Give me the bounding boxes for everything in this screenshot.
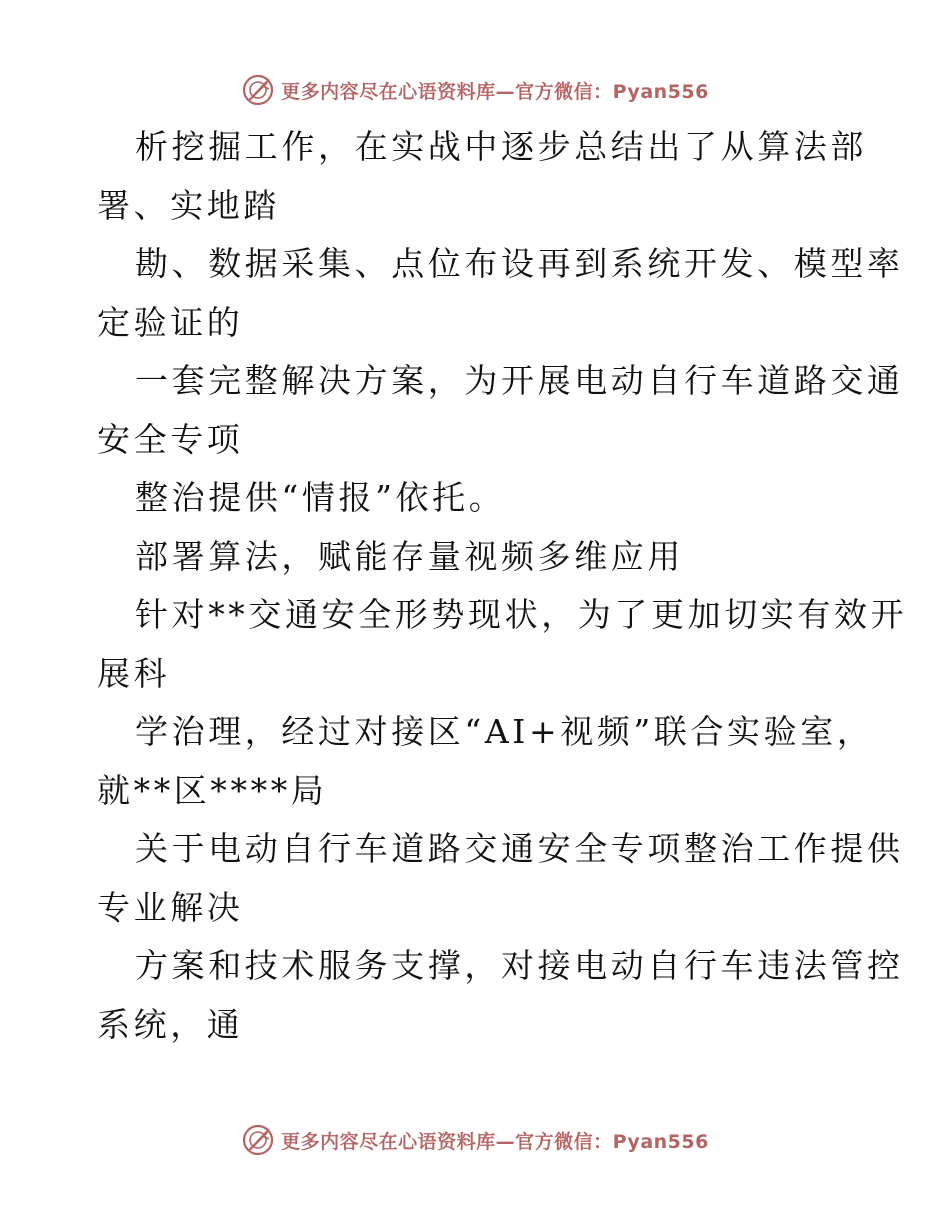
body-line: 安全专项 bbox=[97, 419, 244, 459]
body-line: 针对**交通安全形势现状，为了更加切实有效开 bbox=[135, 595, 908, 634]
footer-watermark-text: 更多内容尽在心语资料库—官方微信：Pyan556 bbox=[281, 1130, 709, 1153]
quill-logo-icon bbox=[241, 1123, 275, 1157]
body-line: 学治理，经过对接区“AI+视频”联合实验室， bbox=[135, 712, 874, 751]
body-line: 部署算法，赋能存量视频多维应用 bbox=[135, 536, 684, 576]
body-line: 方案和技术服务支撑，对接电动自行车违法管控 bbox=[135, 946, 904, 985]
body-line: 析挖掘工作，在实战中逐步总结出了从算法部 bbox=[135, 127, 867, 166]
body-line: 专业解决 bbox=[97, 887, 244, 927]
body-line: 署、实地踏 bbox=[97, 185, 280, 225]
body-line: 就**区****局 bbox=[97, 770, 328, 810]
header-watermark-text: 更多内容尽在心语资料库—官方微信：Pyan556 bbox=[281, 80, 709, 103]
document-body bbox=[97, 118, 908, 1054]
body-line: 系统，通 bbox=[97, 1004, 244, 1044]
body-line: 一套完整解决方案，为开展电动自行车道路交通 bbox=[135, 361, 904, 400]
header-watermark bbox=[0, 70, 950, 110]
body-line: 整治提供“情报”依托。 bbox=[135, 478, 506, 517]
body-line: 展科 bbox=[97, 653, 171, 693]
footer-watermark bbox=[0, 1120, 950, 1160]
body-line: 定验证的 bbox=[97, 302, 244, 342]
body-line: 勘、数据采集、点位布设再到系统开发、模型率 bbox=[135, 244, 904, 283]
quill-logo-icon bbox=[241, 73, 275, 107]
body-line: 关于电动自行车道路交通安全专项整治工作提供 bbox=[135, 829, 904, 868]
